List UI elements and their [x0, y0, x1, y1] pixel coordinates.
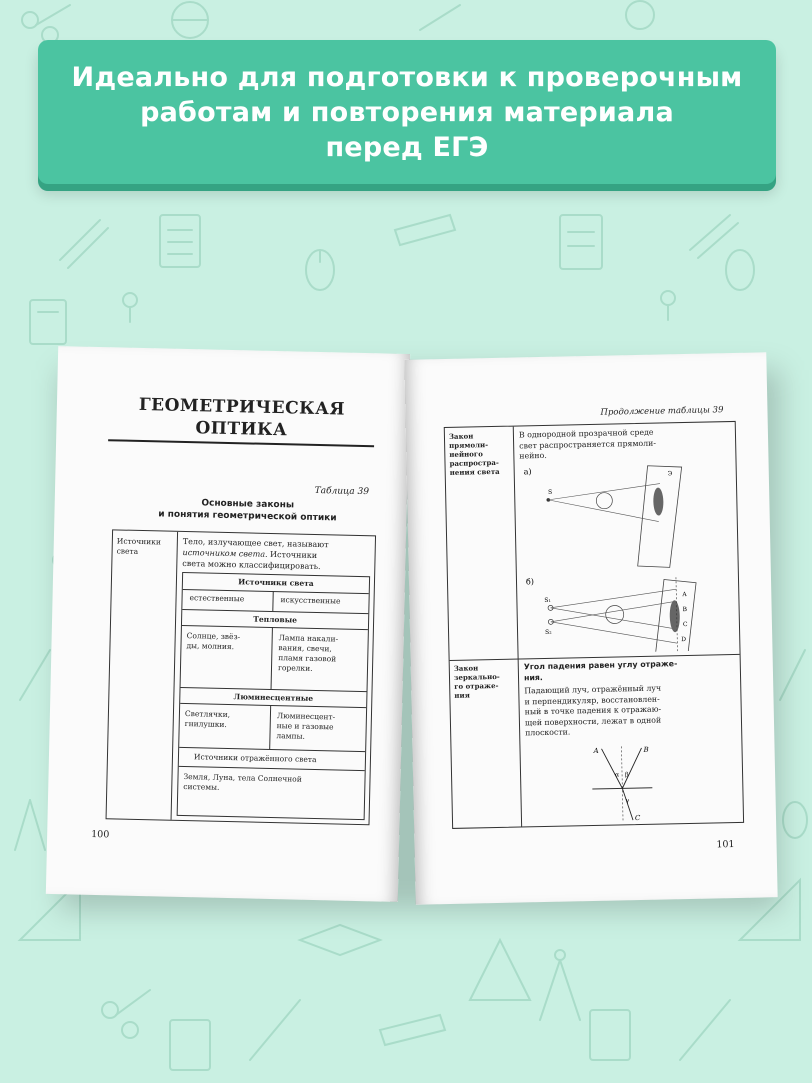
sources-header: Источники света [238, 577, 314, 588]
page-number-left: 100 [91, 828, 110, 841]
screen-label: Э [667, 470, 673, 478]
reflected-sources [180, 770, 360, 798]
umbra-a [653, 487, 664, 515]
left-page [46, 346, 410, 902]
shadow-diagram [518, 460, 736, 654]
law2-text-line-1: Падающий луч, отражённый луч [524, 683, 662, 696]
thermal-natural-line-1: Солнце, звёз- [186, 631, 241, 642]
law1-label-line-5: нения света [449, 466, 500, 477]
law1-text-line-3: нейно. [519, 450, 547, 461]
luminescent-natural [182, 707, 271, 733]
ray-a-label: A [593, 746, 599, 755]
fig-b-label: б) [525, 577, 535, 587]
law2-text-line-5: плоскости. [525, 727, 571, 738]
law1-text-line-2: свет распространяется прямоли- [519, 438, 657, 450]
intro-line-3: света можно классифицировать. [182, 558, 321, 572]
point-a: A [682, 590, 687, 599]
luminescent-artificial-line-1: Люминесцент- [276, 711, 336, 722]
point-c: C [682, 620, 688, 629]
chapter-title [96, 393, 387, 444]
chapter-title-line-2: ОПТИКА [195, 418, 288, 441]
law1-text-line-1: В однородной прозрачной среде [518, 427, 654, 440]
banner-line-3: перед ЕГЭ [325, 131, 489, 163]
angle-beta: β [624, 771, 629, 779]
normal-line [621, 746, 623, 820]
law1-label-line-2: прямоли- [449, 440, 489, 450]
luminescent-artificial-line-2: ные и газовые [276, 721, 334, 732]
law2-label-line-1: Закон [453, 663, 479, 673]
page-number-right: 101 [716, 839, 735, 851]
row-label [117, 536, 175, 557]
luminescent-artificial [273, 709, 366, 745]
table-title-line-2: и понятия геометрической оптики [158, 509, 337, 524]
artificial-label: искусственные [280, 595, 341, 606]
law-reflection-bold [524, 658, 734, 683]
law2-label-line-4: ния [454, 690, 470, 700]
law-reflection-label [454, 663, 517, 700]
sources-table [106, 529, 377, 825]
classification-table [177, 572, 370, 820]
thermal-artificial-line-2: вания, свечи, [278, 643, 332, 654]
umbra-b [669, 600, 680, 632]
law2-label-line-2: зеркально- [453, 671, 500, 682]
law-rectilinear-label [449, 431, 512, 477]
luminescent-artificial-line-3: лампы. [276, 731, 305, 741]
screen-a [636, 465, 684, 568]
opaque-ball [596, 493, 612, 509]
row-label-line-2: света [116, 546, 139, 556]
continuation-caption: Продолжение таблицы 39 [600, 405, 724, 418]
opaque-ball-b [606, 605, 624, 623]
source-label: S [548, 488, 553, 496]
point-d: D [681, 636, 687, 644]
law2-bold-line-1: Угол падения равен углу отраже- [523, 659, 678, 672]
point-b: B [682, 605, 688, 614]
law1-label-line-3: нейного [449, 449, 483, 459]
reflected-line-1: Земля, Луна, тела Солнечной [183, 772, 302, 784]
table-title [122, 496, 372, 526]
intro-line-1: Тело, излучающее свет, называют [182, 536, 329, 550]
law2-text-line-4: щей поверхности, лежат в одной [524, 715, 662, 727]
intro-italic: источником света. [182, 547, 268, 559]
ray-b-label: B [643, 745, 649, 754]
law2-text-line-2: и перпендикуляр, восстановлен- [524, 694, 660, 706]
table-title-line-1: Основные законы [201, 498, 295, 511]
reflected-header: Источники отражённого света [193, 752, 317, 765]
angle-gamma: γ [625, 797, 630, 805]
incident-ray [602, 748, 623, 788]
right-page [404, 352, 777, 904]
chapter-title-line-1: ГЕОМЕТРИЧЕСКАЯ [138, 394, 346, 420]
source1-label: S₁ [544, 596, 551, 604]
law2-label-line-3: го отраже- [454, 680, 499, 691]
luminescent-header: Люминесцентные [233, 692, 314, 703]
luminescent-natural-line-2: гнилушки. [184, 719, 227, 729]
row-label-cell [107, 530, 179, 819]
source2-label: S₂ [544, 628, 552, 636]
luminescent-natural-line-1: Светлячки, [184, 709, 231, 720]
laws-table [444, 421, 744, 829]
thermal-header: Тепловые [253, 614, 298, 625]
intro-text [182, 536, 369, 573]
thermal-artificial-line-1: Лампа накали- [278, 633, 339, 644]
thermal-artificial [275, 631, 368, 677]
natural-label: естественные [189, 593, 245, 604]
ray-c-label: C [634, 814, 641, 823]
thermal-natural [183, 629, 272, 655]
law1-label-line-4: распростра- [449, 457, 499, 468]
table-caption: Таблица 39 [314, 485, 370, 498]
law-reflection-text [524, 682, 735, 739]
ray-b1 [550, 589, 676, 608]
banner-line-1: Идеально для подготовки к проверочным [71, 61, 743, 93]
reflection-diagram [571, 739, 673, 825]
row-label-line-1: Источники [116, 536, 162, 547]
law-rectilinear-text [519, 426, 730, 462]
ray-top [548, 484, 660, 500]
banner-line-2: работам и повторения материала [140, 96, 674, 128]
law2-bold-line-2: ния. [523, 672, 543, 682]
reflected-line-2: системы. [183, 782, 220, 792]
reflected-ray [622, 748, 643, 788]
thermal-natural-line-2: ды, молния. [186, 641, 235, 652]
fig-a-label: а) [523, 467, 532, 477]
law2-text-line-3: ный в точке падения к отражаю- [524, 704, 662, 717]
law-label-column [445, 427, 522, 828]
thermal-artificial-line-4: горелки. [277, 663, 313, 673]
thermal-artificial-line-3: пламя газовой [278, 653, 337, 664]
angle-alpha: α [615, 771, 620, 779]
intro-rest: Источники [267, 549, 318, 561]
law1-label-line-1: Закон [448, 431, 474, 441]
